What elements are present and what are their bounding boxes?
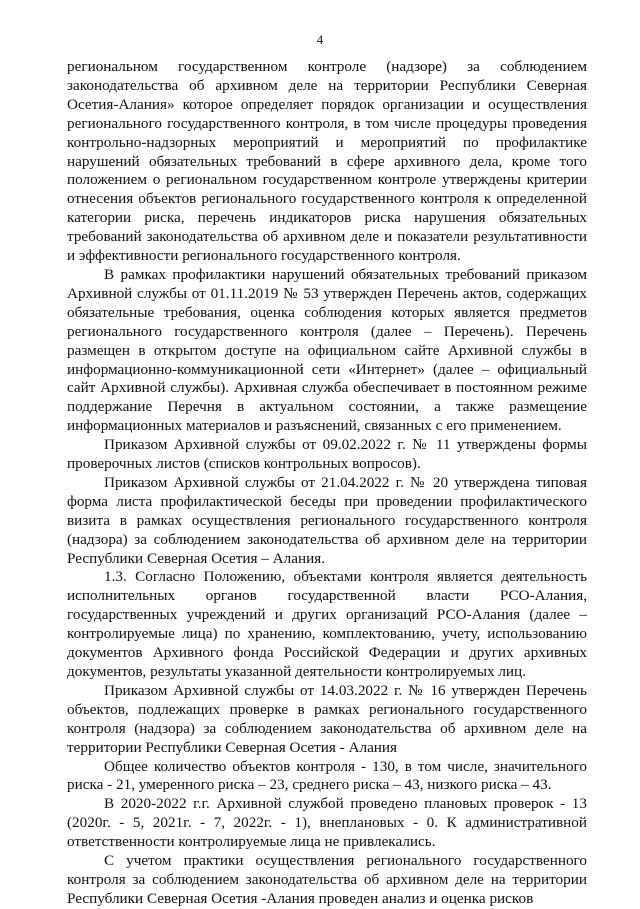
document-body bbox=[67, 58, 587, 909]
page-number: 4 bbox=[316, 32, 324, 47]
paragraph-objects-list: Приказом Архивной службы от 14.03.2022 г. № 16 утвержден Перечень объектов, подлежащих проверке в рамках регионального государственного контроля (надзора) за соблюдением законодательства об архивном деле на территории Республики Северная Осетия - Алания bbox=[67, 681, 587, 756]
paragraph-regulation-continuation: региональном государственном контроле (надзоре) за соблюдением законодательства об архивном деле на территории Республики Северная Осетия-Алания» которое определяет порядок организации и осуществления регионального государственного контроля, в том числе процедуры проведения контрольно-надзорных мероприятий и мероприятий по профилактике нарушений обязательных требований в сфере архивного дела, кроме того положением о региональном государственном контроле утверждены критерии отнесения объектов регионального государственного контроля к определенной категории риска, перечень индикаторов риска нарушения обязательных требований законодательства об архивном деле и показатели результативности и эффективности регионального государственного контроля. bbox=[67, 58, 587, 265]
paragraph-risk-counts: Общее количество объектов контроля - 130, в том числе, значительного риска - 21, умеренного риска – 23, среднего риска – 43, низкого риска – 43. bbox=[67, 757, 587, 794]
paragraph-prevention-list: В рамках профилактики нарушений обязательных требований приказом Архивной службы от 01.11.2019 № 53 утвержден Перечень актов, содержащих обязательные требования, оценка соблюдения которых является предметов регионального государственного контроля (далее – Перечень). Перечень размещен в открытом доступе на официальном сайте Архивной службы в информационно-коммуникационной сети «Интернет» (далее – официальный сайт Архивной службы). Архивная служба обеспечивает в постоянном режиме поддержание Перечня в актуальном состоянии, а также размещение информационных материалов и разъяснений, связанных с его применением. bbox=[67, 265, 587, 435]
paragraph-preventive-talk-form: Приказом Архивной службы от 21.04.2022 г. № 20 утверждена типовая форма листа профилактической беседы при проведении профилактического визита в рамках осуществления регионального государственного контроля (надзора) за соблюдением законодательства об архивном деле на территории Республики Северная Осетия – Алания. bbox=[67, 473, 587, 567]
paragraph-risk-analysis: С учетом практики осуществления регионального государственного контроля за соблюдением законодательства об архивном деле на территории Республики Северная Осетия -Алания проведен анализ и оценка рисков bbox=[67, 852, 587, 907]
paragraph-inspections-count: В 2020-2022 г.г. Архивной службой проведено плановых проверок - 13 (2020г. - 5, 2021г. - 7, 2022г. - 1), внеплановых - 0. К административной ответственности контролируемые лица не привлекались. bbox=[67, 795, 587, 851]
paragraph-checklist-forms: Приказом Архивной службы от 09.02.2022 г. № 11 утверждены формы проверочных листов (списков контрольных вопросов). bbox=[67, 436, 587, 473]
paragraph-control-objects: 1.3. Согласно Положению, объектами контроля является деятельность исполнительных органов государственной власти РСО-Алания, государственных учреждений и других организаций РСО-Алания (далее – контролируемые лица) по хранению, комплектованию, учету, использованию документов Архивного фонда Российской Федерации и других архивных документов, результаты указанной деятельности контролируемых лиц. bbox=[67, 568, 587, 680]
